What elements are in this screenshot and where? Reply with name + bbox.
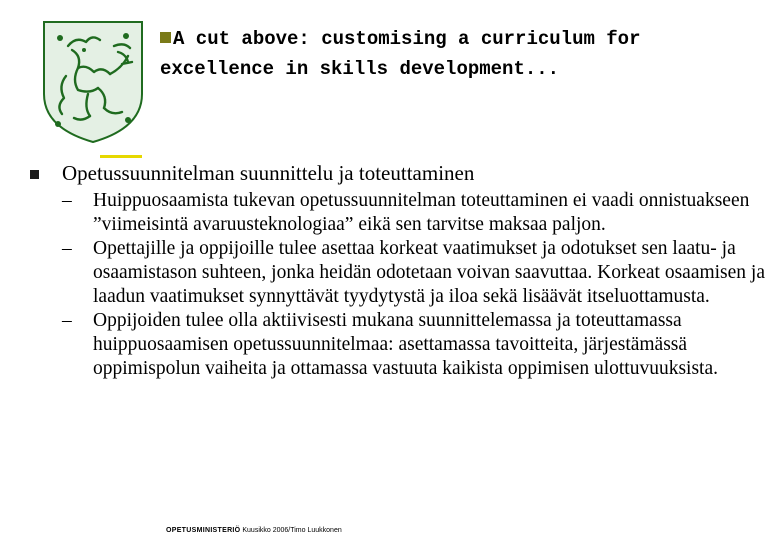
dash-marker: –	[62, 310, 72, 331]
sub-bullet-item	[62, 237, 772, 309]
footer-brand: OPETUSMINISTERIÖ	[166, 527, 241, 534]
sub-bullet-item	[62, 189, 772, 237]
slide-title-text: A cut above: customising a curriculum for excellence in skills development...	[160, 28, 641, 80]
logo-underline	[100, 155, 142, 158]
dash-marker: –	[62, 238, 72, 259]
square-bullet-icon	[30, 170, 39, 179]
title-square-bullet-icon	[160, 32, 171, 43]
footer-note: Kuusikko 2006/Timo Luukkonen	[242, 527, 342, 534]
sub-bullet-text: Opettajille ja oppijoille tulee asettaa korkeat vaatimukset ja odotukset sen laatu- ja osaamistason suhteen, jonka heidän odotetaan voivan saavuttaa. Korkeat osaamisen ja laadun vaatimukset synnyttävät tyydytystä ja iloa sekä lisäävät itseluottamusta.	[93, 238, 765, 307]
slide-title	[160, 24, 720, 84]
lion-coat-of-arms-icon	[38, 16, 148, 146]
sub-bullet-list	[62, 189, 772, 381]
sub-bullet-text: Huippuosaamista tukevan opetussuunnitelman toteuttaminen ei vaadi onnistuakseen ”viimeisintä avaruusteknologiaa” eikä sen tarvitse maksaa paljon.	[93, 190, 750, 235]
footer	[166, 527, 342, 534]
sub-bullet-item	[62, 309, 772, 381]
main-heading: Opetussuunnitelman suunnittelu ja toteuttaminen	[62, 161, 475, 185]
sub-bullet-text: Oppijoiden tulee olla aktiivisesti mukana suunnittelemassa ja toteuttamassa huippuosaamisen opetussuunnitelmaa: asettamassa tavoitteita, järjestämässä oppimispolun vaiheita ja ottamassa vastuuta kaikista oppimisen ulottuvuuksista.	[93, 310, 718, 379]
dash-marker: –	[62, 190, 72, 211]
